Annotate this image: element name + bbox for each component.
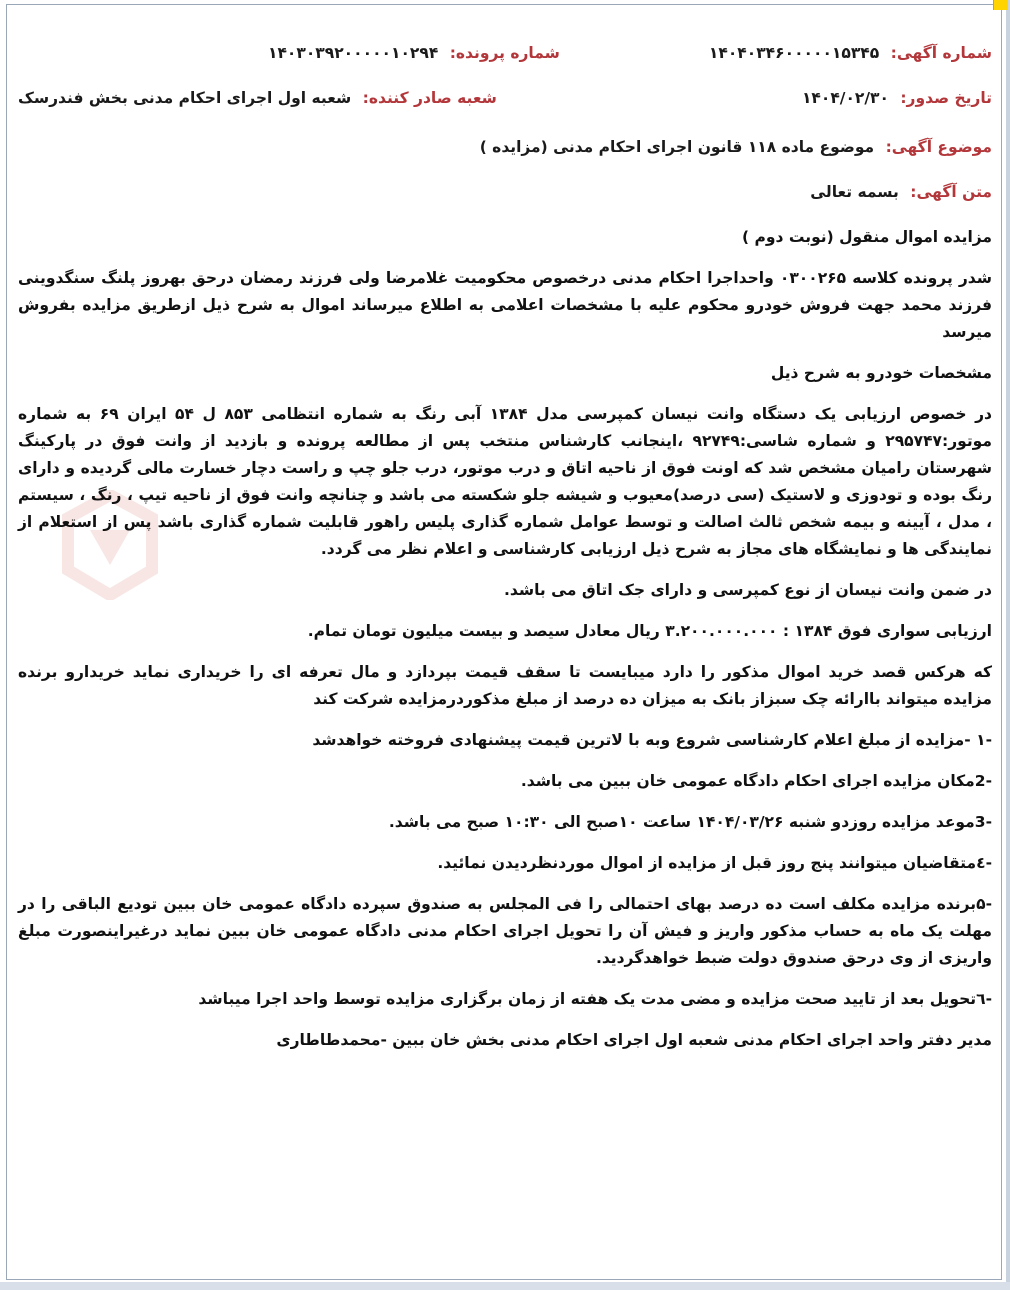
header-row-2 xyxy=(18,85,992,112)
list-item: -2مکان مزایده اجرای احکام دادگاه عمومی خان ببین می باشد. xyxy=(520,772,992,790)
text-value: بسمه تعالی xyxy=(810,183,899,201)
auction-title: مزایده اموال منقول (نوبت دوم ) xyxy=(742,228,992,246)
ad-number-label: شماره آگهی: xyxy=(890,44,992,62)
paragraph-valuation: ارزیابی سواری فوق ۱۳۸۴ : ۳.۲۰۰.۰۰۰.۰۰۰ ریال معادل سیصد و بیست میلیون تومان تمام. xyxy=(307,622,992,640)
text-line xyxy=(18,179,992,206)
issue-date-label: تاریخ صدور: xyxy=(900,89,992,107)
ad-number xyxy=(662,40,992,67)
case-number-value: ۱۴۰۳۰۳۹۲۰۰۰۰۰۱۰۲۹۴ xyxy=(268,44,439,62)
signature: مدیر دفتر واحد اجرای احکام مدنی شعبه اول اجرای احکام مدنی بخش خان ببین -محمدطاطاری xyxy=(276,1031,992,1049)
header-row-1 xyxy=(18,40,992,67)
list-item: -3موعد مزایده روزدو شنبه ۱۴۰۴/۰۳/۲۶ ساعت ۱۰صبح الی ۱۰:۳۰ صبح می باشد. xyxy=(388,813,992,831)
list-item: -٤متقاضیان میتوانند پنج روز قبل از مزایده از اموال موردنظردیدن نمائید. xyxy=(437,854,992,872)
case-number xyxy=(268,40,560,67)
subject-label: موضوع آگهی: xyxy=(885,138,992,156)
issuer-value: شعبه اول اجرای احکام مدنی بخش فندرسک xyxy=(18,89,352,107)
list-item: -۱ -مزایده از مبلغ اعلام کارشناسی شروع وبه با لاترین قیمت پیشنهادی فروخته خواهدشد xyxy=(312,731,992,749)
ad-number-value: ۱۴۰۴۰۳۴۶۰۰۰۰۰۱۵۳۴۵ xyxy=(708,44,880,62)
paragraph-appraisal: در خصوص ارزیابی یک دستگاه وانت نیسان کمپرسی مدل ۱۳۸۴ آبی رنگ به شماره انتظامی ۸۵۳ ل ۵۴ ایران ۶۹ به شماره موتور:۲۹۵۷۴۷ و شماره شاسی:۹۲۷۴۹ ،اینجانب کارشناس منتخب پس از مطالعه پرونده و بازدید از وانت فوق در پارکینگ شهرستان رامیان مشخص شد که اونت فوق از ناحیه اتاق و درب موتور، درب جلو چپ و راست دچار خسارت مالی گردیده و دارای رنگ بوده و تودوزی و لاستیک (سی درصد)معیوب و شیشه جلو شکسته می باشد و چنانچه وانت فوق از ناحیه تیپ ، رنگ ، سیستم ، مدل ، آیینه و بیمه شخص ثالث اصالت و توسط عوامل شماره گذاری پلیس راهور قابلیت شماره گذاری باشد پس از استعلام از نمایندگی ها و نمایشگاه های مجاز به شرح ذیل ارزیابی کارشناسی و اعلام نظر می گردد. xyxy=(18,405,992,558)
paragraph-bidding-terms: که هرکس قصد خرید اموال مذکور را دارد میبایست تا سقف قیمت بپردازد و مال تعرفه ای را خریداری نماید خریدارو برنده مزایده میتواند باارائه چک سبزاز بانک به میزان ده درصد از مبلغ مذکوردرمزایده شرکت کند xyxy=(18,663,992,708)
case-number-label: شماره پرونده: xyxy=(449,44,560,62)
list-item: -٦تحویل بعد از تایید صحت مزایده و مضی مدت یک هفته از زمان برگزاری مزایده توسط واحد اجرا میباشد xyxy=(198,990,992,1008)
subject-line xyxy=(18,134,992,161)
issue-date-value: ۱۴۰۴/۰۲/۳۰ xyxy=(801,89,889,107)
list-item: -۵برنده مزایده مکلف است ده درصد بهای احتمالی را فی المجلس به صندوق سپرده دادگاه عمومی خان ببین تودیع الباقی را در مهلت یک ماه به حساب مذکور واریز و فیش آن را تحویل اجرای احکام مدنی دادگاه عمومی خان ببین نماید درغیراینصورت مبلغ واریزی از وی درحق صندوق دولت ضبط خواهدگردید. xyxy=(18,895,992,967)
scrollbar[interactable] xyxy=(1006,0,1010,1290)
issuer xyxy=(18,85,497,112)
corner-marker xyxy=(993,0,1008,10)
issue-date xyxy=(662,85,992,112)
paragraph-intro: شدر پرونده کلاسه ۰۳۰۰۲۶۵ واحداجرا احکام مدنی درخصوص محکومیت غلامرضا ولی فرزند رمضان درحق بهروز پلنگ سنگدوینی فرزند محمد جهت فروش خودرو محکوم علیه با مشخصات اعلامی به اطلاع میرساند اموال به شرح ذیل ازطریق مزایده بفروش میرسد xyxy=(18,269,992,341)
issuer-label: شعبه صادر کننده: xyxy=(362,89,497,107)
bottom-scrollbar[interactable] xyxy=(0,1282,1010,1290)
paragraph-truck-type: در ضمن وانت نیسان از نوع کمپرسی و دارای جک اتاق می باشد. xyxy=(504,581,992,599)
text-label: متن آگهی: xyxy=(910,183,992,201)
announcement-document xyxy=(18,40,992,1068)
subject-value: موضوع ماده ۱۱۸ قانون اجرای احکام مدنی (مزایده ) xyxy=(479,138,875,156)
paragraph-specs-heading: مشخصات خودرو به شرح ذیل xyxy=(770,364,992,382)
